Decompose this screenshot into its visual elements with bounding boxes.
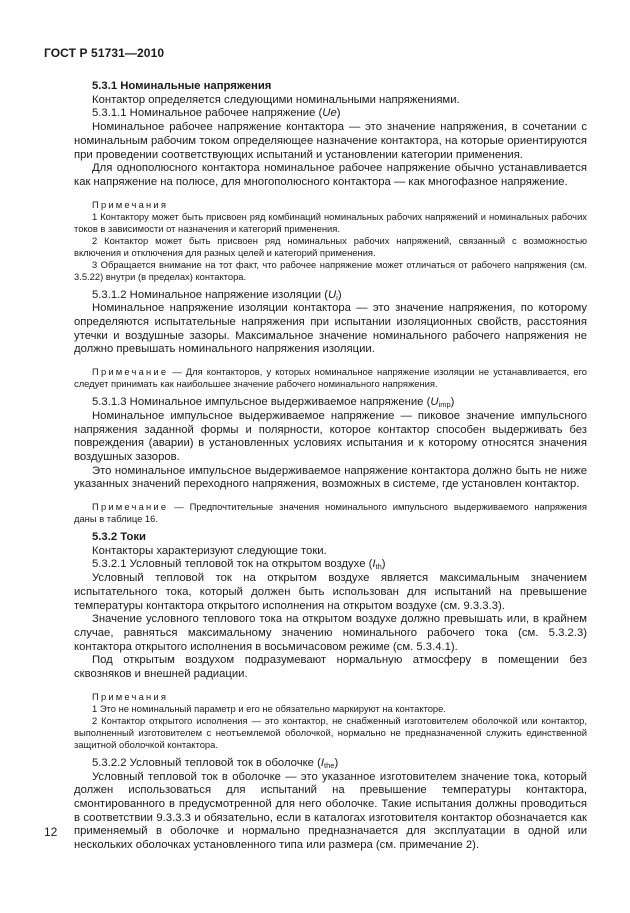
subsection-heading-5-3-1-3: 5.3.1.3 Номинальное импульсное выдерживаемое напряжение $(U_{imp})$ [92,396,455,410]
paragraph: Значение условного теплового тока на открытом воздухе должно превышать или, в крайнем случае, равняться максимальному значению номинального рабочего тока (см. 5.3.2.3) контактора открытого исполнения в восьмичасовом режиме (см. 5.3.4.1). [74,613,587,653]
section-intro: Контактор определяется следующими номинальными напряжениями. [92,93,460,106]
note-item: 3 Обращается внимание на тот факт, что рабочее напряжение может отличаться от рабочего напряжения (см. 3.5.22) внутри (в пределах) контактора. [74,258,587,282]
paragraph: Номинальное импульсное выдерживаемое напряжение — пиковое значение импульсного напряжения заданной формы и полярности, которое контактор способен выдерживать без повреждения (аварии) в установленных условиях испытания и к которому относятся значения воздушных зазоров. [74,409,587,463]
note-item: 2 Контактор открытого исполнения — это контактор, не снабженный изготовителем оболочкой или контактор, выполненный изготовителем с неотъемлемой оболочкой, нормально не предназначенной служить единственной защитной оболочкой контактора. [74,714,587,750]
standard-code: ГОСТ Р 51731—2010 [44,46,165,60]
document-body [74,80,587,853]
paragraph: Номинальное рабочее напряжение контактора — это значение напряжения, в сочетании с номинальным рабочим током определяющее назначение контактора, на которые ориентируются при проведении соответствующих испытаний и установлении категории применения. [74,121,587,161]
document-header [44,46,164,60]
paragraph: Условный тепловой ток в оболочке — это указанное изготовителем значение тока, который должен использоваться для испытаний на превышение температуры контактора, смонтированного в предусмотренной для него оболочке. Такие испытания должны проводиться в соответствии 9.3.3.3 и обязательно, если в каталогах изготовителя контактор обозначается как применяемый в оболочке и нормально предназначается для эксплуатации в одной или нескольких оболочках установленного типа или размера (см. примечание 2). [74,770,587,852]
page-number: 12 [44,825,58,839]
section-heading-5-3-2: 5.3.2 Токи [92,531,146,544]
paragraph: Номинальное напряжение изоляции контактора — это значение напряжения, по которому определяются испытательные напряжения при испытании изоляционных свойств, расстояния утечки и воздушные зазоры. Максимальное значение номинального рабочего напряжения не должно превышать номинального напряжения изоляции. [74,302,587,356]
subsection-heading-5-3-2-1: 5.3.2.1 Условный тепловой ток на открытом воздухе $(I_{th})$ [92,558,386,572]
paragraph: Это номинальное импульсное выдерживаемое напряжение контактора должно быть не ниже указанных значений переходного напряжения, возможных в системе, где установлен контактор. [74,464,587,491]
note-item: Примечание — Предпочтительные значения номинального импульсного выдерживаемого напряжения даны в таблице 16. [74,501,587,525]
note-item: Примечание — Для контакторов, у которых номинальное напряжение изоляции не устанавливается, его следует принимать как наибольшее значение рабочего номинального напряжения. [74,366,587,390]
note-item: 1 Контактору может быть присвоен ряд комбинаций номинальных рабочих напряжений и номинальных рабочих токов в зависимости от назначения и категорий применения. [74,210,587,234]
note-item: 1 Это не номинальный параметр и его не обязательно маркируют на контакторе. [92,702,446,714]
section-intro: Контакторы характеризуют следующие токи. [92,544,327,557]
section-heading-5-3-1: 5.3.1 Номинальные напряжения [92,80,272,92]
paragraph: Для однополюсного контактора номинальное рабочее напряжение обычно устанавливается как напряжение на полюсе, для многополюсного контактора — как многофазное напряжение. [74,162,587,188]
note-item: 2 Контактор может быть присвоен ряд номинальных рабочих напряжений, связанный с возможностью включения и отключения для разных целей и категорий применения. [74,234,587,258]
paragraph: Условный тепловой ток на открытом воздухе является максимальным значением испытательного тока, который должен быть использован для испытаний на превышение температуры контактора открытого исполнения на открытом воздухе (см. 9.3.3.3). [74,572,587,612]
subsection-heading-5-3-1-1: 5.3.1.1 Номинальное рабочее напряжение (Ue) [92,107,341,120]
notes-label: Примечания [92,198,169,210]
subsection-heading-5-3-1-2: 5.3.1.2 Номинальное напряжение изоляции $(U_i)$ [92,288,342,302]
notes-label: Примечания [92,690,169,702]
paragraph: Под открытым воздухом подразумевают нормальную атмосферу в помещении без сквозняков и внешней радиации. [74,654,587,681]
subsection-heading-5-3-2-2: 5.3.2.2 Условный тепловой ток в оболочке $(I_{the})$ [92,756,339,770]
